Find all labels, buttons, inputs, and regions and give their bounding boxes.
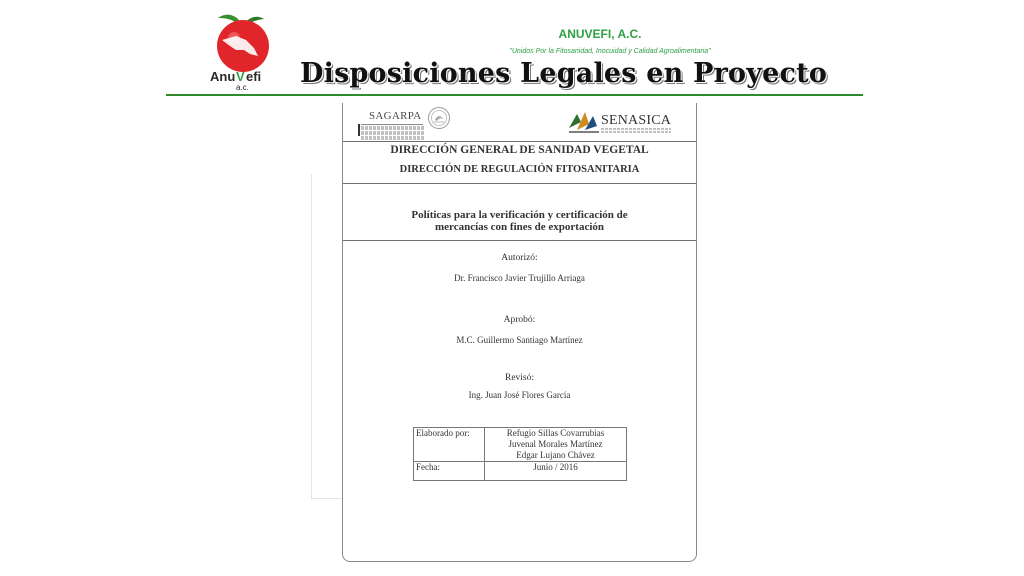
prepared-names xyxy=(485,428,627,462)
svg-text:Anu: Anu xyxy=(210,69,236,84)
background-page-edge xyxy=(311,174,344,499)
svg-text:efi: efi xyxy=(246,69,262,84)
section-divider xyxy=(343,183,696,184)
reviewed-name: Ing. Juan José Flores García xyxy=(468,390,571,400)
anuvefi-logo xyxy=(206,10,280,92)
organization-motto: "Unidos Por la Fitosanidad, Inocuidad y Calidad Agroalimentaria" xyxy=(509,48,711,55)
policy-title-line1: Políticas para la verificación y certificación de xyxy=(411,209,628,221)
slide-title: Disposiciones Legales en Proyecto xyxy=(300,58,828,89)
approved-name: M.C. Guillermo Santiago Martínez xyxy=(456,335,583,345)
directorate-general: DIRECCIÓN GENERAL DE SANIDAD VEGETAL xyxy=(390,144,649,156)
date-label: Fecha: xyxy=(414,462,485,481)
header-divider xyxy=(166,94,863,96)
prepared-name: Refugio Sillas Covarrubias xyxy=(506,428,605,438)
organization-name: ANUVEFI, A.C. xyxy=(558,27,642,41)
table-row xyxy=(414,462,627,481)
senasica-subtitle-2 xyxy=(601,131,671,133)
senasica-emblem-icon xyxy=(567,106,601,136)
prepared-name: Juvenal Morales Martínez xyxy=(508,439,603,449)
senasica-name: SENASICA xyxy=(601,113,672,128)
sagarpa-logo xyxy=(351,106,421,136)
authorship-table xyxy=(413,427,627,481)
sagarpa-subtitle xyxy=(361,126,425,141)
policy-title-line2: mercancías con fines de exportación xyxy=(434,221,605,233)
svg-text:V: V xyxy=(236,69,245,84)
prepared-name: Edgar Lujano Chávez xyxy=(516,450,595,460)
sagarpa-mark xyxy=(358,124,360,136)
section-divider xyxy=(343,240,696,241)
svg-text:a.c.: a.c. xyxy=(236,83,249,92)
policy-title xyxy=(343,209,696,233)
approved-label: Aprobó: xyxy=(503,315,536,325)
document-letterhead xyxy=(343,103,696,142)
authorized-name: Dr. Francisco Javier Trujillo Arriaga xyxy=(454,273,585,283)
table-row xyxy=(414,428,627,462)
sagarpa-name: SAGARPA xyxy=(369,110,422,122)
reviewed-label: Revisó: xyxy=(504,373,535,383)
prepared-label: Elaborado por: xyxy=(414,428,485,462)
date-value: Junio / 2016 xyxy=(485,462,627,481)
mexico-seal-icon xyxy=(427,106,451,130)
directorate: DIRECCIÓN DE REGULACIÓN FITOSANITARIA xyxy=(399,164,640,175)
sagarpa-underline xyxy=(361,124,423,125)
senasica-subtitle xyxy=(601,128,671,130)
authorized-label: Autorizó: xyxy=(501,253,538,263)
document-cover-page xyxy=(342,103,697,562)
